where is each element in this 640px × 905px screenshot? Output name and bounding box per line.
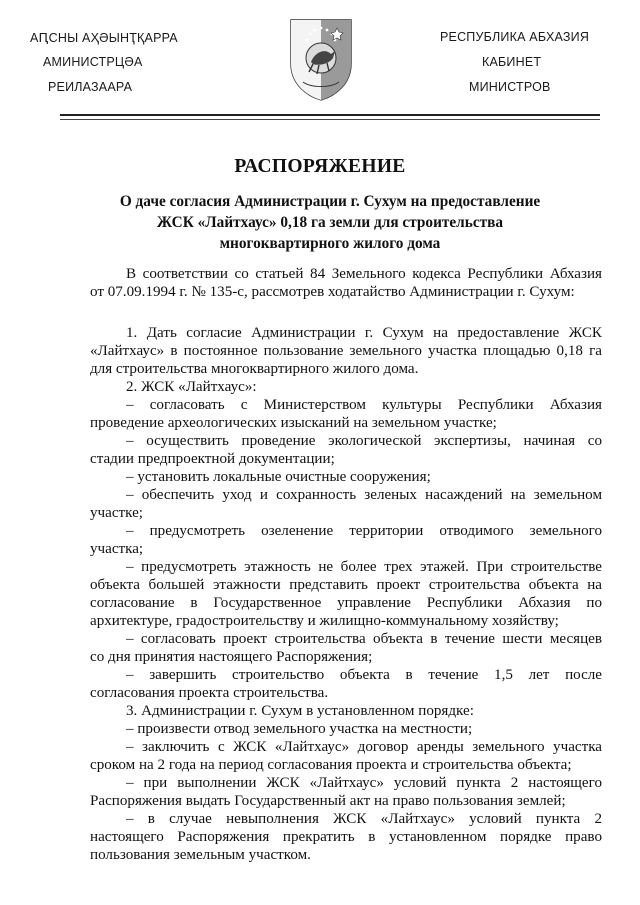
body-line: проведение археологических изысканий на земельном участке; [90, 415, 497, 431]
body-line: – предусмотреть озеленение территории отводимого земельного [126, 523, 602, 539]
body-line: – произвести отвод земельного участка на местности; [126, 721, 473, 737]
body-line: В соответствии со статьей 84 Земельного кодекса Республики Абхазия [126, 266, 602, 282]
header-right-line: МИНИСТРОВ [469, 80, 551, 94]
body-line: – установить локальные очистные сооружения; [126, 469, 431, 485]
subject-line: многоквартирного жилого дома [219, 235, 441, 252]
header-right-line: РЕСПУБЛИКА АБХАЗИЯ [440, 30, 590, 44]
body-line: архитектуре, градостроительству и жилищно-коммунальному хозяйству; [90, 613, 559, 629]
body-line: – обеспечить уход и сохранность зеленых насаждений на земельном [126, 487, 602, 503]
body-line: 2. ЖСК «Лайтхаус»: [126, 379, 257, 395]
subject-line: ЖСК «Лайтхаус» 0,18 га земли для строительства [156, 214, 504, 231]
header-divider [60, 114, 600, 116]
body-line: для строительства многоквартирного жилого дома. [90, 361, 419, 377]
body-line: объекта большей этажности представить проект строительства объекта на [90, 577, 602, 593]
header-left-line: АԤСНЫ АҲӘЫНҬҚАРРА [30, 31, 178, 45]
body-line: со дня принятия настоящего Распоряжения; [90, 649, 373, 665]
body-line: участке; [90, 505, 143, 521]
header-divider-thin [60, 119, 600, 120]
body-line: настоящего Распоряжения прекратить в установленном порядке право [90, 829, 602, 845]
header-left-line: АМИНИСТРЦӘА [43, 55, 143, 69]
body-line: от 07.09.1994 г. № 135-с, рассмотрев ходатайство Администрации г. Сухум: [90, 284, 575, 300]
body-line: – завершить строительство объекта в течение 1,5 лет после [126, 667, 602, 683]
header-right-line: КАБИНЕТ [482, 55, 542, 69]
document-title: РАСПОРЯЖЕНИЕ [234, 156, 406, 177]
body-line: – согласовать с Министерством культуры Республики Абхазия [126, 397, 602, 413]
subject-line: О даче согласия Администрации г. Сухум на предоставление [119, 193, 541, 210]
body-line: Распоряжения выдать Государственный акт на право пользования землей; [90, 793, 566, 809]
coat-of-arms-icon [289, 18, 353, 102]
document-subject [40, 191, 620, 254]
body-line: – согласовать проект строительства объекта в течение шести месяцев [126, 631, 602, 647]
body-line: стадии предпроектной документации; [90, 451, 335, 467]
body-line: 3. Администрации г. Сухум в установленном порядке: [126, 703, 474, 719]
body-line: – при выполнении ЖСК «Лайтхаус» условий пункта 2 настоящего [126, 775, 602, 791]
body-line: «Лайтхаус» в постоянное пользование земельного участка площадью 0,18 га [90, 343, 602, 359]
body-line: сроком на 2 года на период согласования проекта и строительства объекта; [90, 757, 572, 773]
body-line: согласование в Государственное управление Республики Абхазия по [90, 595, 602, 611]
body-line: – осуществить проведение экологической экспертизы, начиная со [126, 433, 602, 449]
body-line: согласования проекта строительства. [90, 685, 329, 701]
body-line: пользования земельным участком. [90, 847, 311, 863]
header-left-line: РЕИЛАЗААРА [48, 80, 133, 94]
body-line: 1. Дать согласие Администрации г. Сухум на предоставление ЖСК [126, 325, 602, 341]
body-line: – предусмотреть этажность не более трех этажей. При строительстве [126, 559, 602, 575]
body-line: – в случае невыполнения ЖСК «Лайтхаус» условий пункта 2 [126, 811, 602, 827]
body-line: участка; [90, 541, 144, 557]
body-line: – заключить с ЖСК «Лайтхаус» договор аренды земельного участка [126, 739, 602, 755]
